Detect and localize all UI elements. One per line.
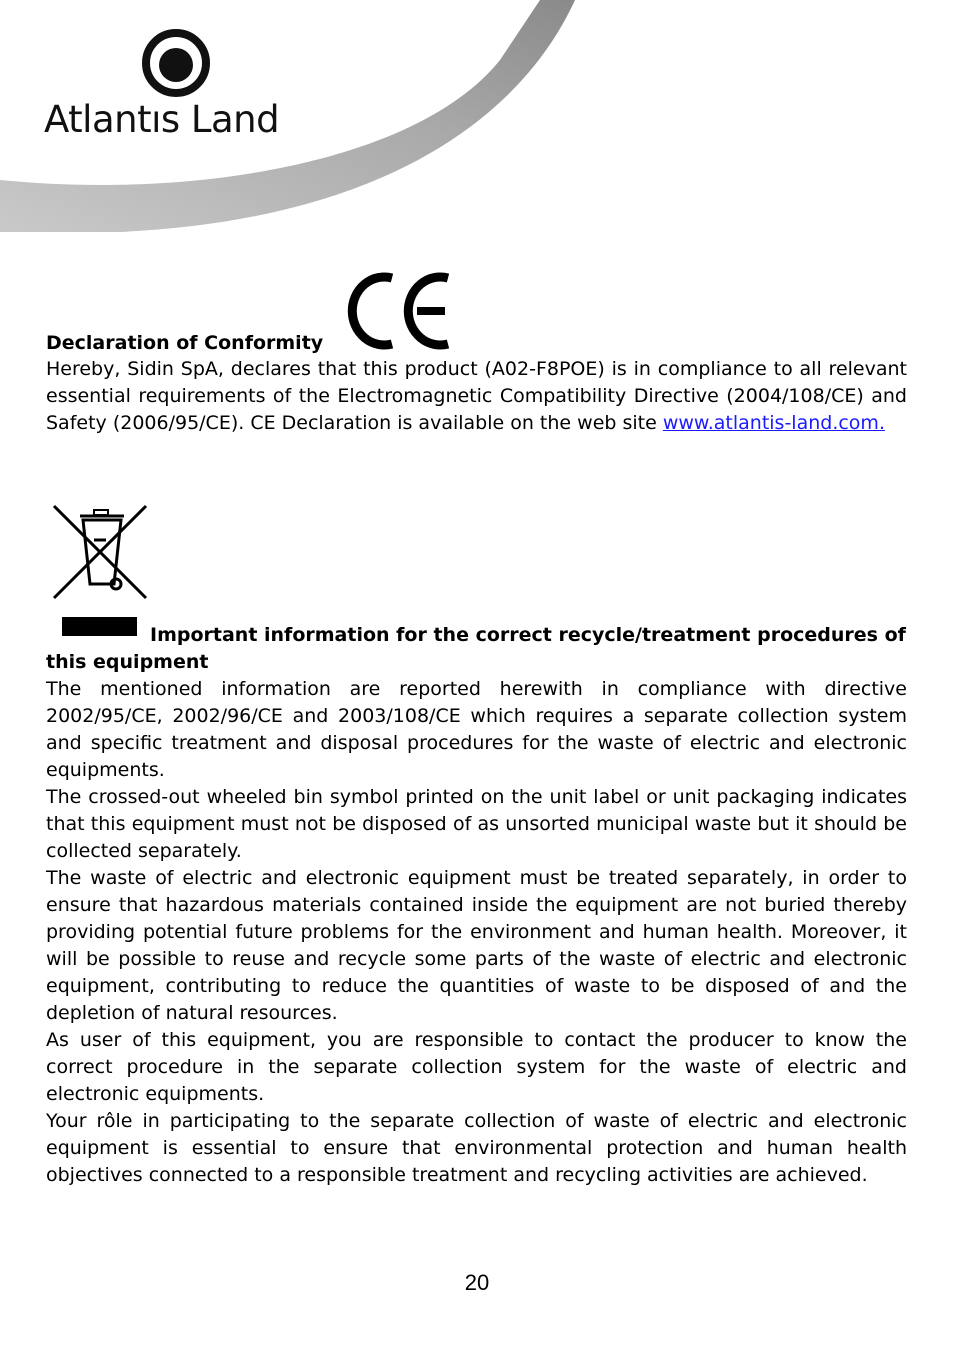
recycling-paragraph: Your rôle in participating to the separate collection of waste of electric and electronic equipment is essential to ensure that environmental protection and human health objectives connected to a responsible treatment and recycling activities are achieved. [46, 1110, 907, 1186]
crossed-out-bin-icon [48, 500, 152, 602]
recycling-paragraph: The mentioned information are reported herewith in compliance with directive 2002/95/CE, 2002/96/CE and 2003/108/CE which requires a separate collection system and specific treatment and disposal procedures for the waste of electric and electronic equipments. [46, 678, 907, 781]
logo-wordmark: Atlantıs Land [44, 98, 280, 141]
recycling-paragraph: The crossed-out wheeled bin symbol printed on the unit label or unit packaging indicates that this equipment must not be disposed of as unsorted municipal waste but it should be collected separately. [46, 786, 907, 862]
recycling-paragraph: The waste of electric and electronic equipment must be treated separately, in order to ensure that hazardous materials contained inside the equipment are not buried thereby providing potential future problems for the environment and human health. Moreover, it will be possible to reuse and recycle some parts of the waste of electric and electronic equipment, contributing to reduce the quantities of waste to be disposed of and the depletion of natural resources. [46, 867, 907, 1024]
logo-ring-icon [140, 28, 220, 98]
recycling-body [46, 676, 907, 1189]
website-link[interactable]: www.atlantis-land.com. [662, 412, 885, 434]
declaration-text: Hereby, Sidin SpA, declares that this product (A02-F8POE) is in compliance to all relevant essential requirements of the Electromagnetic Compatibility Directive (2004/108/CE) and Safety (2006/95/CE). CE Declaration is available on the web site [46, 358, 907, 434]
declaration-body [46, 356, 907, 437]
recycling-heading: Important information for the correct recycle/treatment procedures of this equipment [46, 624, 906, 673]
declaration-heading: Declaration of Conformity [46, 332, 324, 354]
ce-mark-icon [345, 272, 455, 350]
recycling-paragraph: As user of this equipment, you are responsible to contact the producer to know the correct procedure in the separate collection system for the waste of electric and electronic equipments. [46, 1029, 907, 1105]
page-number: 20 [464, 1270, 490, 1295]
